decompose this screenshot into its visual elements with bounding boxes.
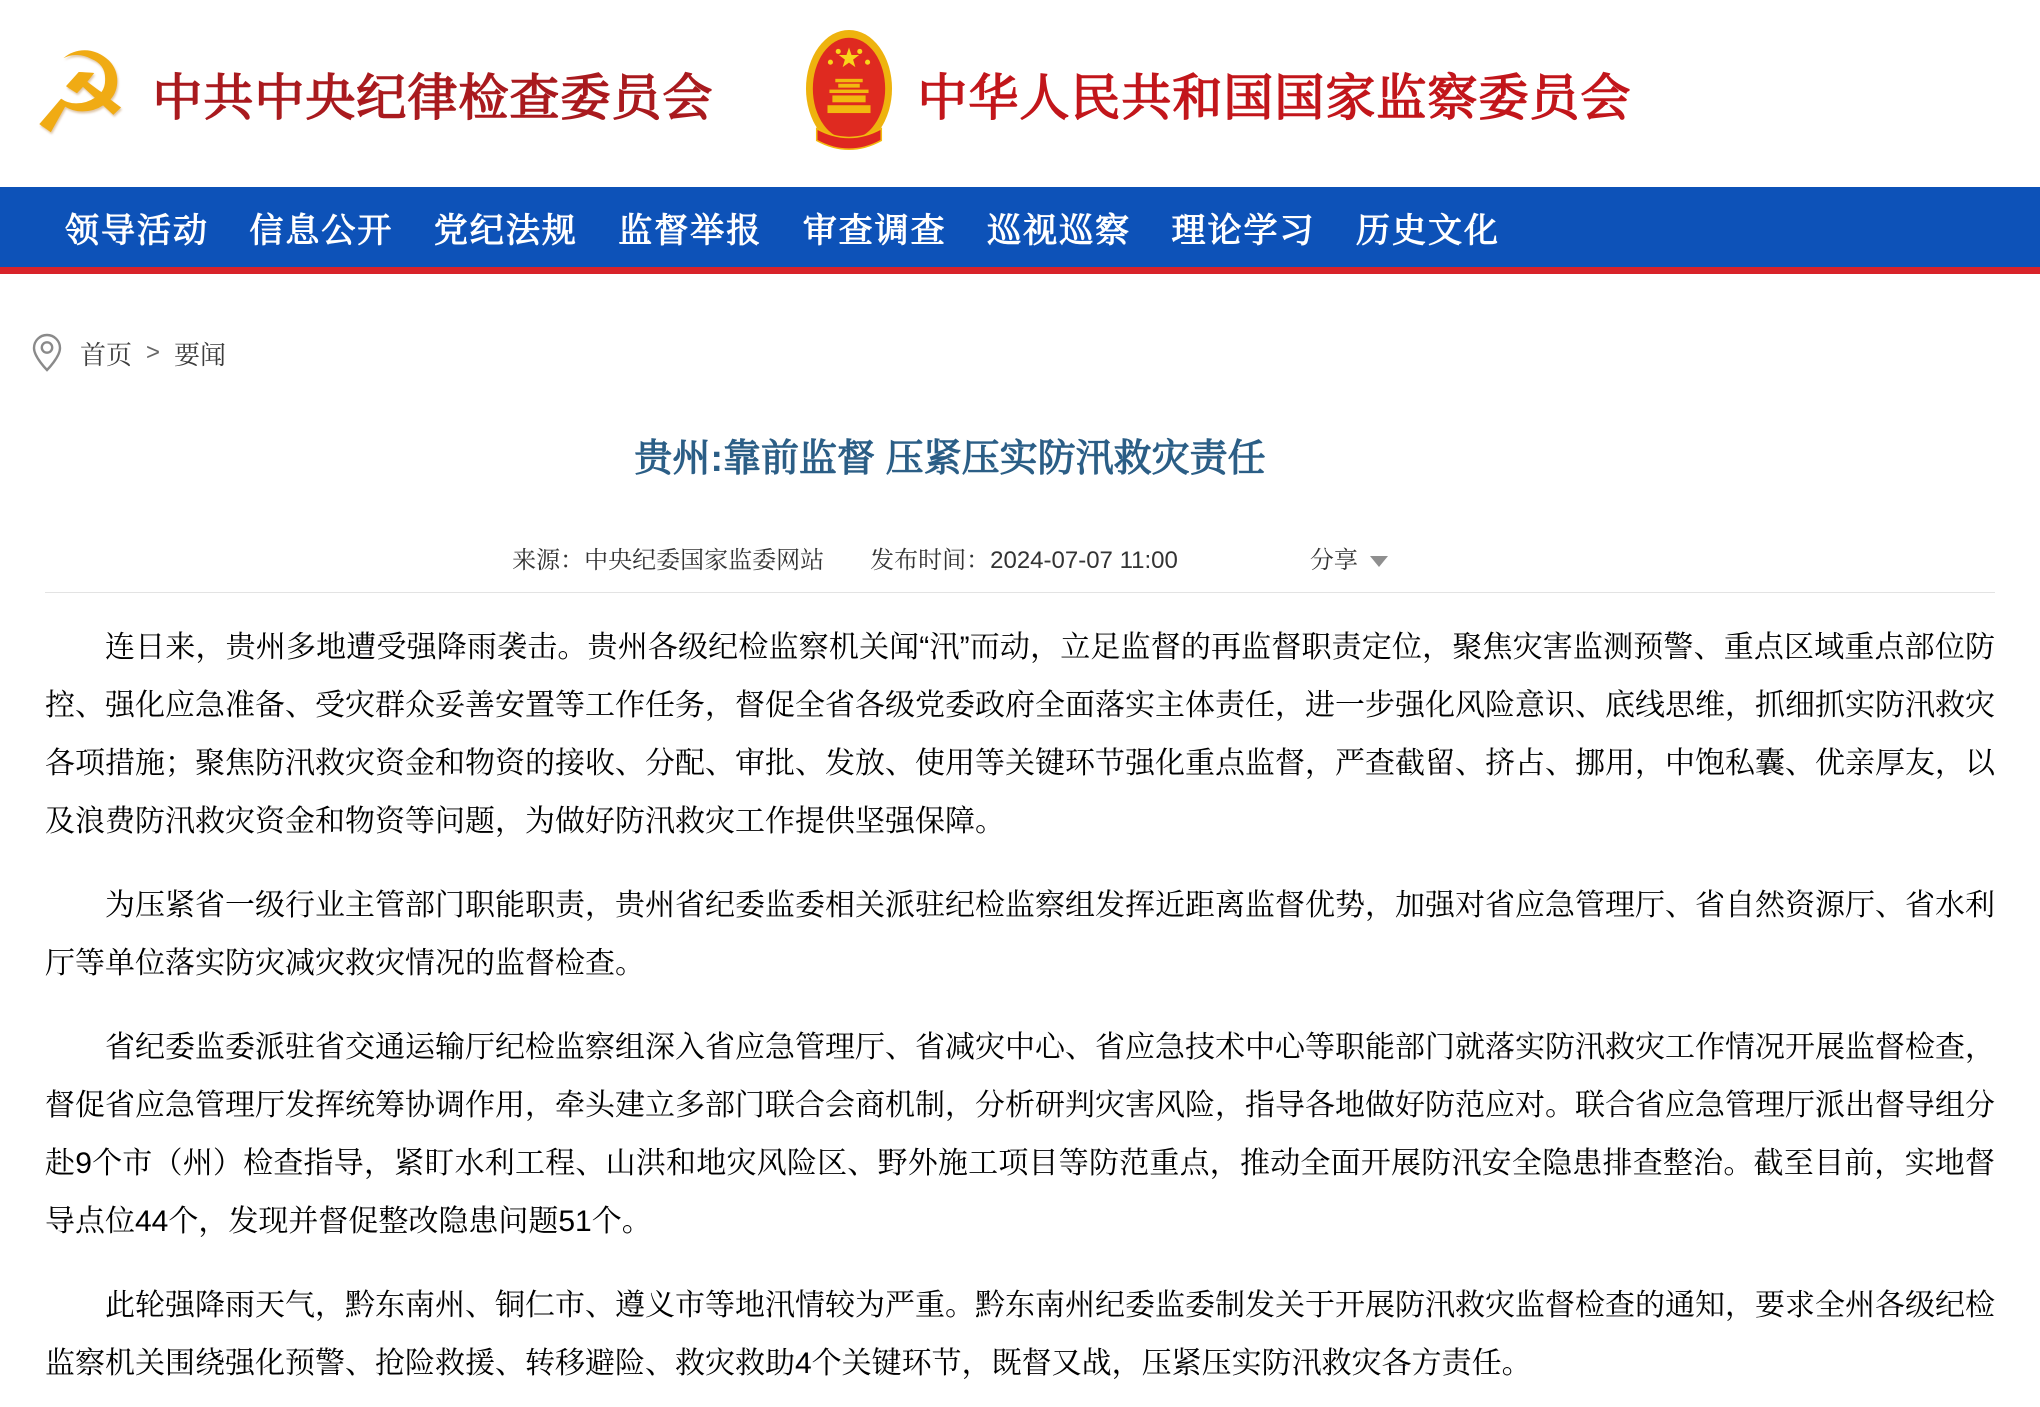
article — [0, 436, 2040, 1393]
nav-item-leadership[interactable]: 领导活动 — [65, 211, 209, 250]
ccdi-title: 中共中央纪律检查委员会 — [152, 69, 714, 126]
location-pin-icon — [30, 333, 64, 373]
publish-group — [870, 546, 1178, 576]
nav-item-patrol[interactable]: 巡视巡察 — [987, 211, 1132, 250]
article-meta — [0, 546, 1900, 576]
nav-items — [65, 203, 1500, 252]
main-nav — [0, 187, 2040, 267]
article-paragraph: 此轮强降雨天气，黔东南州、铜仁市、遵义市等地汛情较为严重。黔东南州纪委监委制发关于开展防汛救灾监督检查的通知，要求全州各级纪检监察机关围绕强化预警、抢险救援、转移避险、救灾救助4个关键环节，既督又战，压紧压实防汛救灾各方责任。 — [45, 1289, 1995, 1380]
nsc-logo[interactable] — [805, 28, 1631, 159]
red-accent-stripe — [0, 267, 2040, 274]
nav-item-information[interactable]: 信息公开 — [249, 211, 394, 250]
nav-item-regulations[interactable]: 党纪法规 — [433, 211, 578, 250]
nsc-title: 中华人民共和国国家监察委员会 — [917, 69, 1632, 126]
nav-item-history[interactable]: 历史文化 — [1355, 211, 1500, 250]
nav-item-inspection[interactable]: 审查调查 — [802, 211, 947, 250]
nav-item-reporting[interactable]: 监督举报 — [618, 211, 763, 250]
breadcrumb-current[interactable]: 要闻 — [174, 339, 227, 370]
source-group — [512, 546, 824, 576]
article-head — [0, 436, 1900, 576]
ccdi-logo[interactable] — [30, 28, 714, 159]
article-title: 贵州:靠前监督 压紧压实防汛救灾责任 — [634, 438, 1266, 480]
divider-line — [45, 592, 1995, 593]
share-button[interactable] — [1310, 546, 1388, 576]
hammer-sickle-icon: ☭ — [30, 28, 131, 159]
publish-time: 2024-07-07 11:00 — [990, 547, 1178, 574]
source-value: 中央纪委国家监委网站 — [584, 547, 825, 574]
source-label: 来源： — [512, 547, 585, 574]
site-header — [0, 0, 2040, 187]
article-paragraph: 省纪委监委派驻省交通运输厅纪检监察组深入省应急管理厅、省减灾中心、省应急技术中心等职能部门就落实防汛救灾工作情况开展监督检查，督促省应急管理厅发挥统筹协调作用，牵头建立多部门联合会商机制，分析研判灾害风险，指导各地做好防范应对。联合省应急管理厅派出督导组分赴9个市（州）检查指导，紧盯水利工程、山洪和地灾风险区、野外施工项目等防范重点，推动全面开展防汛安全隐患排查整治。截至目前，实地督导点位44个，发现并督促整改隐患问题51个。 — [45, 1031, 1995, 1238]
breadcrumb-separator: > — [146, 339, 161, 366]
article-paragraph: 为压紧省一级行业主管部门职能职责，贵州省纪委监委相关派驻纪检监察组发挥近距离监督优势，加强对省应急管理厅、省自然资源厅、省水利厅等单位落实防灾减灾救灾情况的监督检查。 — [45, 889, 1995, 980]
nav-item-theory[interactable]: 理论学习 — [1171, 211, 1316, 250]
article-body — [45, 619, 1995, 1393]
breadcrumb — [30, 326, 2040, 380]
national-emblem-icon — [805, 28, 893, 159]
publish-label: 发布时间： — [870, 547, 991, 574]
article-paragraph: 连日来，贵州多地遭受强降雨袭击。贵州各级纪检监察机关闻“汛”而动，立足监督的再监督职责定位，聚焦灾害监测预警、重点区域重点部位防控、强化应急准备、受灾群众妥善安置等工作任务，督促全省各级党委政府全面落实主体责任，进一步强化风险意识、底线思维，抓细抓实防汛救灾各项措施；聚焦防汛救灾资金和物资的接收、分配、审批、发放、使用等关键环节强化重点监督，严查截留、挤占、挪用，中饱私囊、优亲厚友，以及浪费防汛救灾资金和物资等问题，为做好防汛救灾工作提供坚强保障。 — [45, 631, 1995, 838]
breadcrumb-home[interactable]: 首页 — [80, 339, 133, 370]
share-label: 分享 — [1309, 547, 1358, 574]
caret-down-icon — [1370, 556, 1388, 567]
